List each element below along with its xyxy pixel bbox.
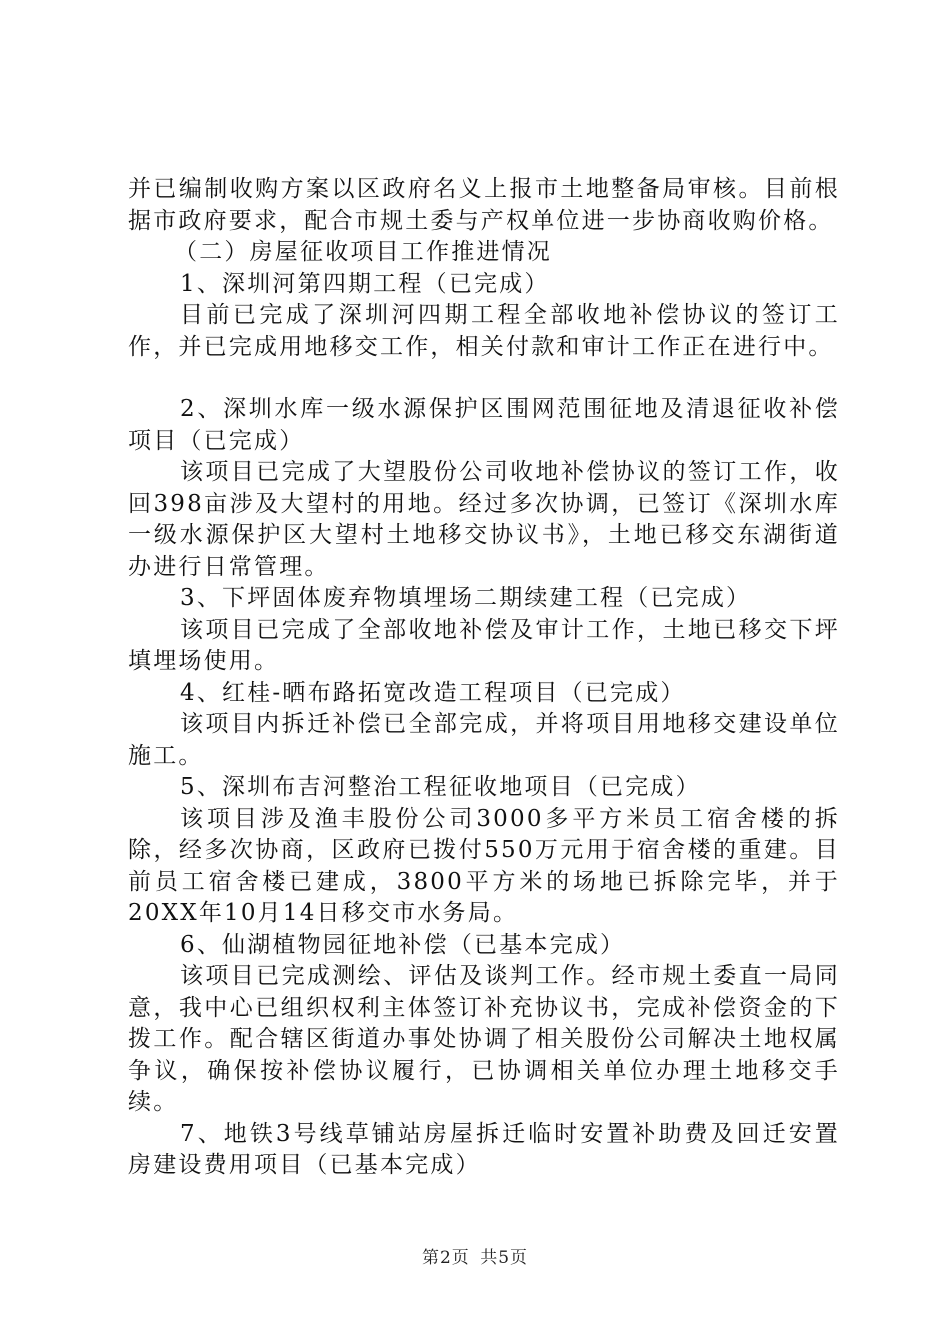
item-heading-3: 3、下坪固体废弃物填埋场二期续建工程（已完成）: [180, 585, 752, 611]
item-heading-5: 5、深圳布吉河整治工程征收地项目（已完成）: [180, 774, 701, 800]
item-body-1: 目前已完成了深圳河四期工程全部收地补偿协议的签订工作，并已完成用地移交工作，相关付款和审计工作正在进行中。: [128, 302, 840, 360]
paragraph-intro: 并已编制收购方案以区政府名义上报市土地整备局审核。目前根据市政府要求，配合市规土委与产权单位进一步协商收购价格。: [128, 176, 840, 234]
section-heading-2: （二）房屋征收项目工作推进情况: [174, 239, 552, 265]
item-body-2: 该项目已完成了大望股份公司收地补偿协议的签订工作，收回398亩涉及大望村的用地。经过多次协调，已签订《深圳水库一级水源保护区大望村土地移交协议书》，土地已移交东湖街道办进行日常管理。: [128, 459, 840, 580]
item-body-5: 该项目涉及渔丰股份公司3000多平方米员工宿舍楼的拆除，经多次协商，区政府已拨付550万元用于宿舍楼的重建。目前员工宿舍楼已建成，3800平方米的场地已拆除完毕，并于20XX年10月14日移交市水务局。: [128, 805, 840, 926]
item-heading-2: 2、深圳水库一级水源保护区围网范围征地及清退征收补偿项目（已完成）: [128, 396, 840, 454]
item-heading-6: 6、仙湖植物园征地补偿（已基本完成）: [180, 931, 626, 958]
page-footer: [0, 1243, 950, 1268]
item-heading-7: 7、地铁3号线草铺站房屋拆迁临时安置补助费及回迁安置房建设费用项目（已基本完成）: [128, 1120, 840, 1178]
item-body-3: 该项目已完成了全部收地补偿及审计工作，土地已移交下坪填埋场使用。: [128, 616, 840, 674]
item-body-4: 该项目内拆迁补偿已全部完成，并将项目用地移交建设单位施工。: [128, 711, 840, 769]
item-body-6: 该项目已完成测绘、评估及谈判工作。经市规土委直一局同意，我中心已组织权利主体签订补充协议书，完成补偿资金的下拨工作。配合辖区街道办事处协调了相关股份公司解决土地权属争议，确保按补偿协议履行，已协调相关单位办理土地移交手续。: [128, 963, 840, 1115]
item-heading-4: 4、红桂-晒布路拓宽改造工程项目（已完成）: [180, 679, 686, 706]
page-total: 共5页: [480, 1248, 529, 1268]
item-heading-1: 1、深圳河第四期工程（已完成）: [180, 270, 550, 297]
page-number: 第2页: [421, 1248, 470, 1268]
document-body: [128, 174, 840, 1182]
